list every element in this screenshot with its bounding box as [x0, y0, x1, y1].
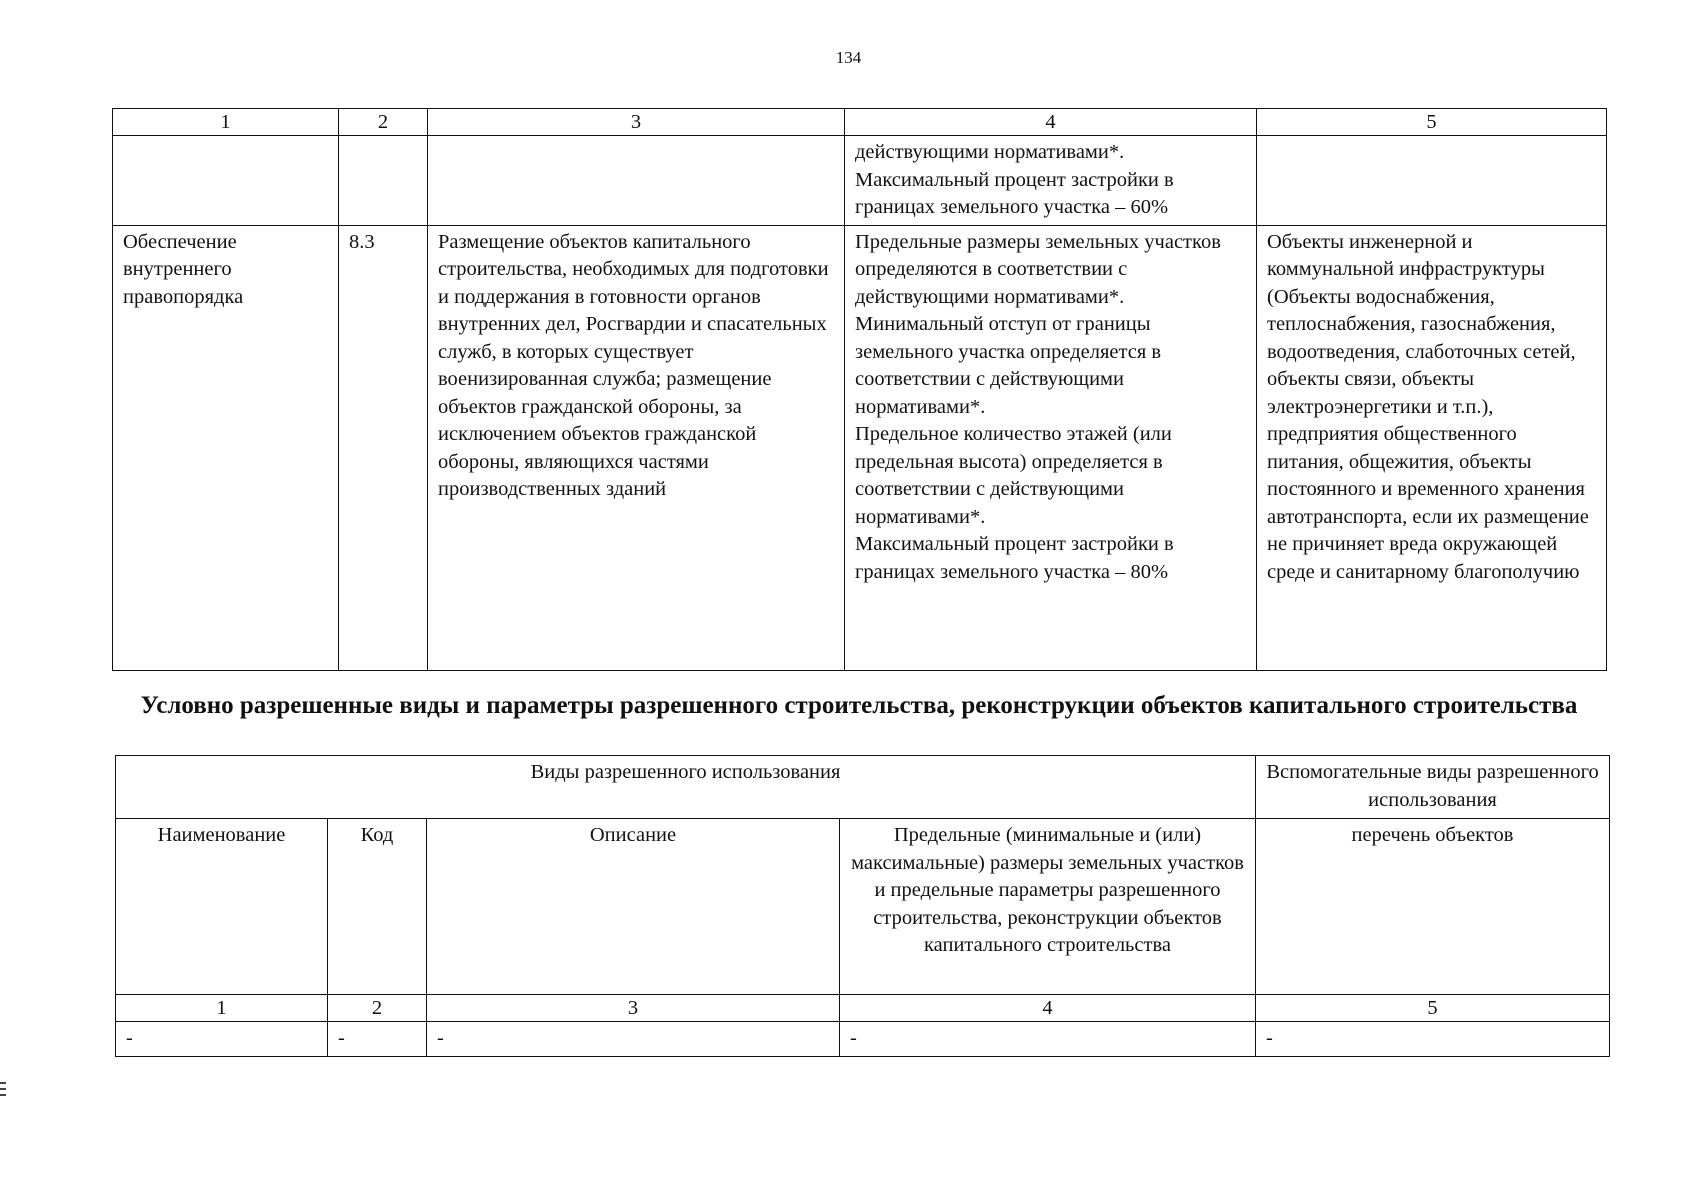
cell-auxiliary-uses: Объекты инженерной и коммунальной инфраструктуры (Объекты водоснабжения, теплоснабжения, газоснабжения, водоотведения, слаботочных сетей, объекты связи, объекты электроэнергетики и т.п.), предприятия общественного питания, общежития, объекты постоянного и временного хранения автотранспорта, если их размещение не причиняет вреда окружающей среде и санитарному благополучию	[1257, 225, 1607, 670]
permitted-uses-table	[112, 108, 1607, 671]
column-number: 2	[339, 109, 428, 136]
cell-parameters-continued: действующими нормативами*. Максимальный процент застройки в границах земельного участка – 60%	[845, 136, 1257, 226]
cell-use-code: 8.3	[339, 225, 428, 670]
table-row-continuation	[113, 136, 1607, 226]
column-number: 3	[428, 109, 845, 136]
table-column-header-row	[116, 819, 1610, 995]
cell-use-name: Обеспечение внутреннего правопорядка	[113, 225, 339, 670]
column-header-parameters: Предельные (минимальные и (или) максимальные) размеры земельных участков и предельные параметры разрешенного строительства, реконструкции объектов капитального строительства	[840, 819, 1256, 995]
section-title: Условно разрешенные виды и параметры разрешенного строительства, реконструкции объектов капитального строительства	[140, 692, 1578, 719]
column-number: 4	[845, 109, 1257, 136]
cell-dash: -	[116, 1022, 328, 1057]
cell-dash: -	[1256, 1022, 1610, 1057]
column-number: 3	[427, 995, 840, 1022]
column-header-code: Код	[328, 819, 427, 995]
cell-dash: -	[840, 1022, 1256, 1057]
column-header-name: Наименование	[116, 819, 328, 995]
page-number: 134	[835, 48, 862, 67]
column-header-description: Описание	[427, 819, 840, 995]
scan-edge-mark	[0, 1082, 6, 1084]
group-header-main: Виды разрешенного использования	[116, 756, 1256, 819]
scan-edge-mark	[0, 1088, 6, 1090]
cell-empty	[1257, 136, 1607, 226]
table-group-header-row	[116, 756, 1610, 819]
cell-empty	[339, 136, 428, 226]
table-header-row	[113, 109, 1607, 136]
column-number: 1	[116, 995, 328, 1022]
column-number: 5	[1256, 995, 1610, 1022]
table-row-empty	[116, 1022, 1610, 1057]
group-header-auxiliary: Вспомогательные виды разрешенного использования	[1256, 756, 1610, 819]
column-header-object-list: перечень объектов	[1256, 819, 1610, 995]
cell-use-description: Размещение объектов капитального строительства, необходимых для подготовки и поддержания в готовности органов внутренних дел, Росгвардии и спасательных служб, в которых существует военизированная служба; размещение объектов гражданской обороны, за исключением объектов гражданской обороны, являющихся частями производственных зданий	[428, 225, 845, 670]
conditional-uses-table	[115, 755, 1610, 1057]
column-number: 1	[113, 109, 339, 136]
table-row	[113, 225, 1607, 670]
cell-dash: -	[427, 1022, 840, 1057]
column-number: 5	[1257, 109, 1607, 136]
column-number: 2	[328, 995, 427, 1022]
cell-empty	[428, 136, 845, 226]
cell-empty	[113, 136, 339, 226]
column-number: 4	[840, 995, 1256, 1022]
cell-use-parameters: Предельные размеры земельных участков определяются в соответствии с действующими нормативами*. Минимальный отступ от границы земельного участка определяется в соответствии с действующими нормативами*. Предельное количество этажей (или предельная высота) определяется в соответствии с действующими нормативами*. Максимальный процент застройки в границах земельного участка – 80%	[845, 225, 1257, 670]
table-number-row	[116, 995, 1610, 1022]
cell-dash: -	[328, 1022, 427, 1057]
scan-edge-mark	[0, 1094, 6, 1096]
